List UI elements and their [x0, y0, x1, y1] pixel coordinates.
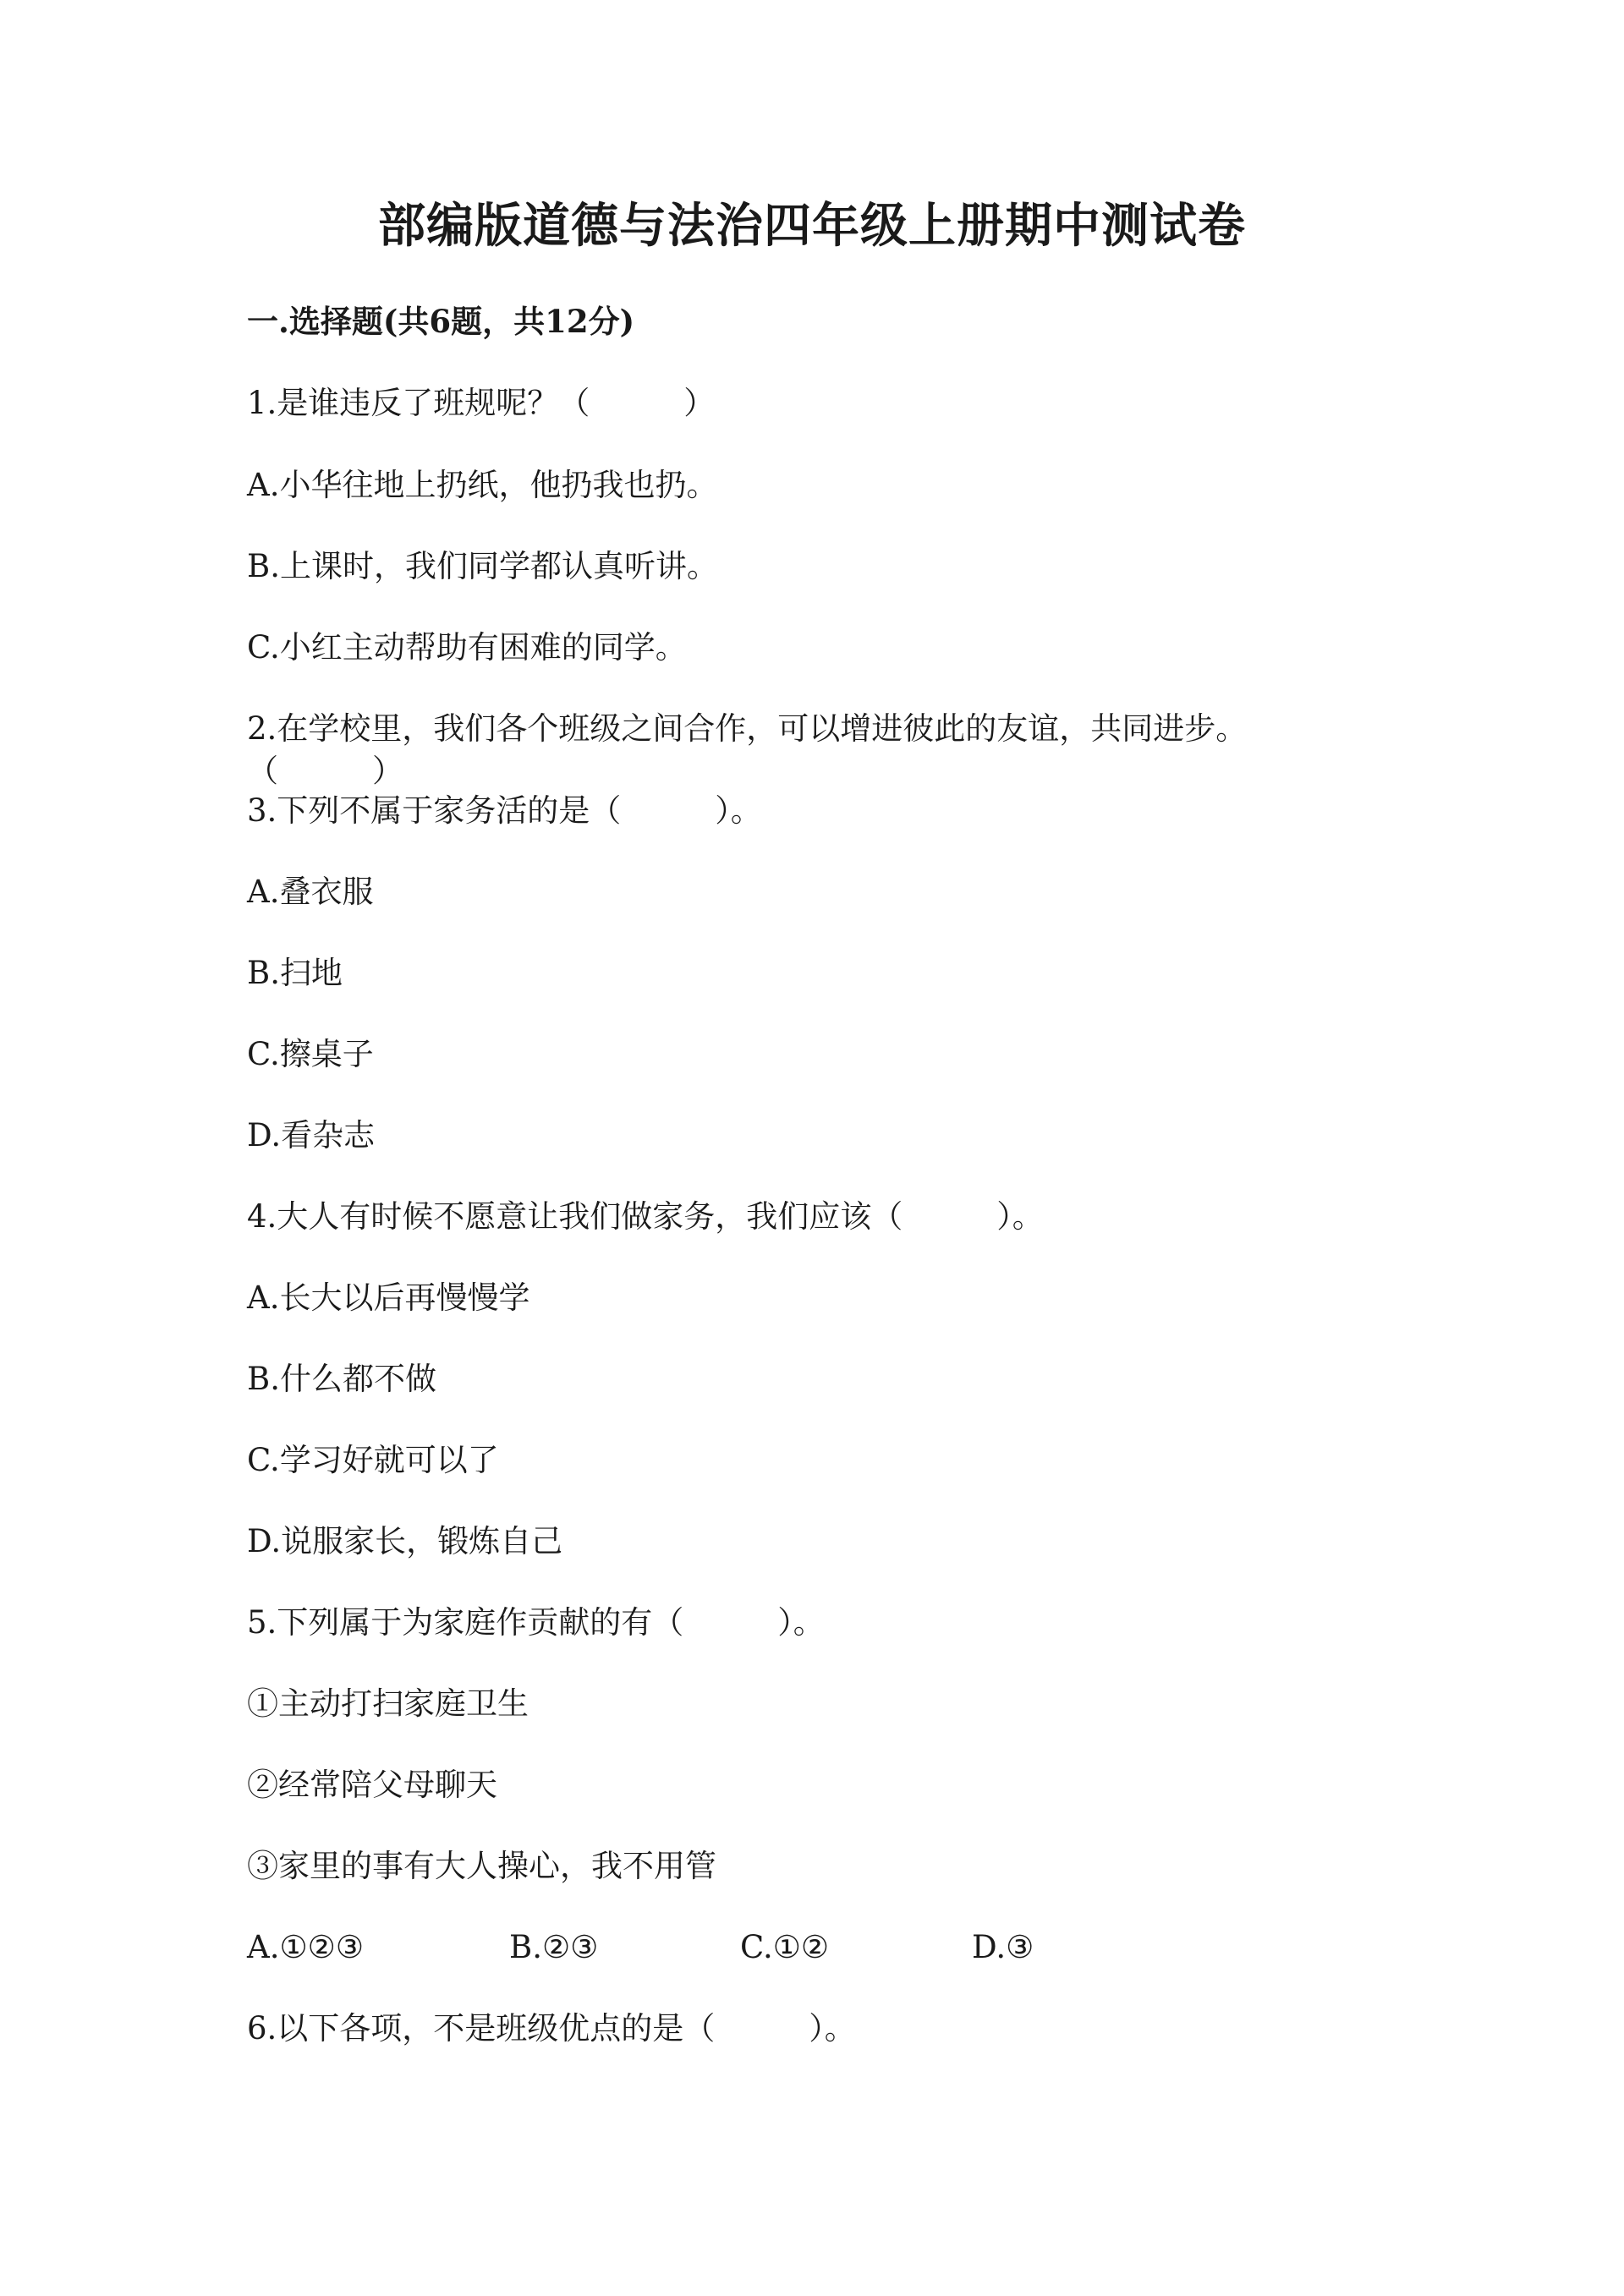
question-5-option-c: C.①② [740, 1929, 830, 1965]
question-1-option-a: A.小华往地上扔纸，他扔我也扔。 [247, 467, 718, 503]
question-4-option-d: D.说服家长，锻炼自己 [247, 1523, 563, 1559]
question-3-option-c: C.擦桌子 [247, 1036, 374, 1072]
question-1-stem: 1.是谁违反了班规呢？（ ） [247, 385, 716, 421]
question-1-option-b: B.上课时，我们同学都认真听讲。 [247, 548, 718, 584]
question-3-option-a: A.叠衣服 [247, 874, 374, 910]
question-4-stem: 4.大人有时候不愿意让我们做家务，我们应该（ ）。 [247, 1198, 1044, 1235]
question-5-stem: 5.下列属于为家庭作贡献的有（ ）。 [247, 1604, 825, 1641]
question-3-option-d: D.看杂志 [247, 1117, 376, 1153]
question-5-item-1: ①主动打扫家庭卫生 [247, 1685, 529, 1722]
question-2-stem: 2.在学校里，我们各个班级之间合作，可以增进彼此的友谊，共同进步。 [247, 710, 1248, 747]
question-5-option-b: B.②③ [509, 1929, 599, 1965]
question-4-option-b: B.什么都不做 [247, 1361, 436, 1397]
page-title: 部编版道德与法治四年级上册期中测试卷 [378, 198, 1246, 254]
question-5-option-a: A.①②③ [247, 1929, 364, 1965]
question-2-blank: （ ） [247, 753, 403, 789]
question-5-item-2: ②经常陪父母聊天 [247, 1767, 497, 1803]
section-heading: 一.选择题(共6题，共12分) [247, 303, 635, 340]
question-3-option-b: B.扫地 [247, 955, 343, 991]
question-4-option-c: C.学习好就可以了 [247, 1442, 499, 1478]
question-4-option-a: A.长大以后再慢慢学 [247, 1280, 530, 1316]
question-6-stem: 6.以下各项，不是班级优点的是（ ）。 [247, 2010, 856, 2047]
question-5-options [247, 1927, 1431, 1968]
question-5-item-3: ③家里的事有大人操心，我不用管 [247, 1848, 716, 1884]
question-3-stem: 3.下列不属于家务活的是（ ）。 [247, 792, 762, 829]
question-5-option-d: D.③ [972, 1929, 1034, 1965]
question-1-option-c: C.小红主动帮助有困难的同学。 [247, 629, 687, 666]
